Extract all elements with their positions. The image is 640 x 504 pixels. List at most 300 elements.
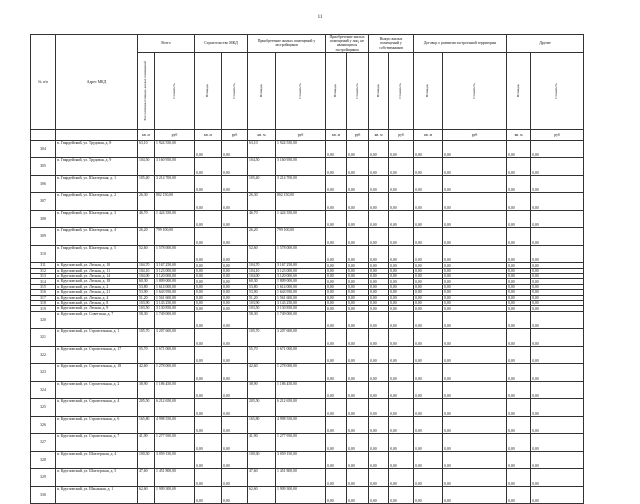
row-build-cost: 0,00 [222,279,248,284]
row-acqdev-area: 26,20 [248,228,276,246]
row-buyout-area: 0,00 [369,416,389,434]
row-number: 314 [31,279,56,284]
row-address: п. Гвардейский, ул. Шахтерская, д. 2 [56,193,138,211]
row-acqdev-cost: 1 277 950,00 [276,434,326,452]
row-build-area: 0,00 [195,290,222,295]
row-other-cost: 0,00 [531,210,584,228]
row-number: 309 [31,228,56,246]
row-build-cost: 0,00 [222,399,248,417]
row-acqnondev-cost: 0,00 [347,279,369,284]
row-other-area: 0,00 [507,140,531,158]
row-total-cost: 3 123 000,00 [155,268,195,273]
row-buyout-area: 0,00 [369,210,389,228]
row-acqnondev-area: 0,00 [326,210,347,228]
row-buyout-area: 0,00 [369,399,389,417]
row-acqnondev-area: 0,00 [326,486,347,504]
row-build-cost: 0,00 [222,140,248,158]
unit-area: кв. м [326,129,347,140]
row-devcontract-area: 0,00 [414,416,443,434]
table-row [31,434,584,452]
unit-area: кв. м [369,129,389,140]
row-build-area: 0,00 [195,346,222,364]
row-devcontract-cost: 0,00 [443,268,507,273]
row-total-area: 53,80 [138,284,155,289]
row-acqnondev-cost: 0,00 [347,451,369,469]
row-total-cost: 1 671 000,00 [155,346,195,364]
row-other-area: 0,00 [507,290,531,295]
row-total-cost: 3 120 000,00 [155,274,195,279]
row-acqnondev-cost: 0,00 [347,274,369,279]
row-number: 322 [31,346,56,364]
unit-area: кв. м [138,129,155,140]
row-total-cost: 799 100,00 [155,228,195,246]
row-acqdev-cost: 1 578 000,00 [276,245,326,263]
subheader-area: Площадь [258,84,263,98]
row-devcontract-area: 0,00 [414,301,443,306]
row-acqdev-area: 38,90 [248,381,276,399]
row-acqdev-cost: 3 207 600,00 [276,329,326,347]
row-build-cost: 0,00 [222,416,248,434]
row-build-cost: 0,00 [222,290,248,295]
row-acqnondev-area: 0,00 [326,290,347,295]
row-devcontract-area: 0,00 [414,245,443,263]
row-acqnondev-area: 0,00 [326,175,347,193]
row-address: п. Кругловский, ул. Строительная, д. 1 [56,329,138,347]
row-build-area: 0,00 [195,399,222,417]
row-address: п. Кругловский, ул. Лесная, д. 21 [56,290,138,295]
row-total-cost: 1 424 350,00 [155,210,195,228]
row-devcontract-cost: 0,00 [443,290,507,295]
row-address: п. Кругловский, ул. Лесная, д. 8 [56,301,138,306]
row-buyout-cost: 0,00 [389,290,414,295]
row-address: п. Гвардейский, ул. Шахтерская, д. 4 [56,228,138,246]
row-address: п. Кругловский, ул. Лесная, д. 4 [56,295,138,300]
row-devcontract-cost: 0,00 [443,175,507,193]
row-other-cost: 0,00 [531,274,584,279]
row-devcontract-area: 0,00 [414,469,443,487]
row-number: 315 [31,284,56,289]
row-buyout-cost: 0,00 [389,469,414,487]
unit-rub: руб [276,129,326,140]
row-other-cost: 0,00 [531,301,584,306]
row-other-cost: 0,00 [531,268,584,273]
subheader-cost: Стоимость [554,83,559,99]
header-acq-dev: Приобретение жилых помещений у застройщиков [248,35,326,53]
subheader-area: Площадь [515,84,520,98]
header-num: № п/п [31,35,56,130]
row-other-cost: 0,00 [531,434,584,452]
row-buyout-cost: 0,00 [389,301,414,306]
row-acqnondev-area: 0,00 [326,301,347,306]
row-other-area: 0,00 [507,311,531,329]
row-acqdev-area: 104,10 [248,268,276,273]
row-number: 321 [31,329,56,347]
table-row [31,486,584,504]
row-build-area: 0,00 [195,364,222,382]
row-acqdev-area: 42,60 [248,364,276,382]
row-buyout-cost: 0,00 [389,329,414,347]
row-buyout-area: 0,00 [369,329,389,347]
row-acqdev-cost: 799 100,00 [276,228,326,246]
row-buyout-area: 0,00 [369,228,389,246]
row-devcontract-cost: 0,00 [443,306,507,311]
row-build-cost: 0,00 [222,301,248,306]
table-row [31,451,584,469]
row-address: п. Кругловский, ул. Шахтерская, д. 5 [56,469,138,487]
row-acqnondev-cost: 0,00 [347,416,369,434]
row-build-area: 0,00 [195,158,222,176]
row-acqdev-cost: 1 749 000,00 [276,311,326,329]
row-number: 316 [31,290,56,295]
row-acqnondev-cost: 0,00 [347,290,369,295]
row-number: 328 [31,451,56,469]
unit-rub: руб [531,129,584,140]
row-acqdev-cost: 1 451 800,00 [276,469,326,487]
row-total-cost: 3 130 850,00 [155,306,195,311]
header-dev-contract: Договор о развитии застроенной территории [414,35,507,53]
row-other-cost: 0,00 [531,263,584,268]
row-number: 312 [31,268,56,273]
row-acqnondev-cost: 0,00 [347,245,369,263]
row-devcontract-area: 0,00 [414,228,443,246]
header-build: Строительство МКД [195,35,248,53]
row-devcontract-cost: 0,00 [443,399,507,417]
row-total-cost: 1 278 000,00 [155,364,195,382]
row-devcontract-cost: 0,00 [443,301,507,306]
row-acqnondev-cost: 0,00 [347,263,369,268]
subheader-cost: Стоимость [231,83,236,99]
row-devcontract-area: 0,00 [414,290,443,295]
row-other-cost: 0,00 [531,416,584,434]
row-acqdev-area: 62,60 [248,486,276,504]
row-acqnondev-area: 0,00 [326,346,347,364]
row-buyout-cost: 0,00 [389,274,414,279]
row-acqdev-cost: 6 212 650,00 [276,399,326,417]
row-devcontract-cost: 0,00 [443,193,507,211]
unit-area: кв. м [195,129,222,140]
row-acqnondev-area: 0,00 [326,381,347,399]
row-total-area: 165,80 [138,416,155,434]
row-build-cost: 0,00 [222,346,248,364]
subheader-cost: Стоимость [297,83,302,99]
row-devcontract-area: 0,00 [414,158,443,176]
row-buyout-cost: 0,00 [389,175,414,193]
row-other-area: 0,00 [507,399,531,417]
row-acqdev-cost: 1 614 000,00 [276,284,326,289]
row-acqdev-cost: 3 130 850,00 [276,306,326,311]
row-devcontract-cost: 0,00 [443,284,507,289]
row-total-area: 41,90 [138,434,155,452]
row-acqnondev-area: 0,00 [326,416,347,434]
row-devcontract-cost: 0,00 [443,279,507,284]
row-buyout-area: 0,00 [369,381,389,399]
row-buyout-cost: 0,00 [389,210,414,228]
row-acqdev-cost: 1 909 300,00 [276,486,326,504]
row-other-area: 0,00 [507,451,531,469]
row-number: 324 [31,381,56,399]
row-other-area: 0,00 [507,364,531,382]
row-total-cost: 4 998 550,00 [155,416,195,434]
row-devcontract-area: 0,00 [414,364,443,382]
row-total-area: 104,70 [138,263,155,268]
row-devcontract-area: 0,00 [414,486,443,504]
row-total-area: 105,70 [138,329,155,347]
row-total-cost: 3 214 700,00 [155,175,195,193]
row-other-cost: 0,00 [531,329,584,347]
row-buyout-cost: 0,00 [389,364,414,382]
row-total-cost: 6 212 650,00 [155,399,195,417]
row-other-area: 0,00 [507,346,531,364]
row-buyout-cost: 0,00 [389,451,414,469]
row-devcontract-cost: 0,00 [443,434,507,452]
row-acqnondev-cost: 0,00 [347,346,369,364]
row-address: п. Кругловский, ул. Советская, д. 7 [56,311,138,329]
row-devcontract-cost: 0,00 [443,228,507,246]
row-total-cost: 1 643 950,00 [155,290,195,295]
row-devcontract-area: 0,00 [414,263,443,268]
row-buyout-cost: 0,00 [389,279,414,284]
table-row [31,210,584,228]
row-devcontract-cost: 0,00 [443,486,507,504]
row-acqnondev-cost: 0,00 [347,381,369,399]
row-acqnondev-area: 0,00 [326,279,347,284]
row-acqdev-area: 205,50 [248,399,276,417]
row-total-area: 60,30 [138,279,155,284]
row-acqdev-cost: 4 998 550,00 [276,416,326,434]
row-acqnondev-area: 0,00 [326,284,347,289]
row-devcontract-area: 0,00 [414,346,443,364]
row-total-area: 46,70 [138,210,155,228]
row-other-area: 0,00 [507,228,531,246]
row-address: п. Кругловский, ул. Шахтерская, д. 4 [56,451,138,469]
row-buyout-cost: 0,00 [389,284,414,289]
row-other-area: 0,00 [507,158,531,176]
row-other-area: 0,00 [507,416,531,434]
row-number: 305 [31,158,56,176]
row-acqdev-area: 47,60 [248,469,276,487]
row-other-area: 0,00 [507,263,531,268]
row-address: п. Кругловский, ул. Лесная, д. 2 [56,284,138,289]
row-total-cost: 3 207 600,00 [155,329,195,347]
row-total-area: 55,70 [138,346,155,364]
header-acq-nondev: Приобретение жилых помещений у лиц, не являющихся застройщиком [326,35,369,53]
row-address: п. Кругловский, ул. Лесная, д. 10 [56,263,138,268]
row-buyout-area: 0,00 [369,284,389,289]
row-other-area: 0,00 [507,301,531,306]
row-other-cost: 0,00 [531,469,584,487]
row-acqdev-cost: 802 150,00 [276,193,326,211]
row-build-cost: 0,00 [222,245,248,263]
row-acqnondev-area: 0,00 [326,245,347,263]
row-buyout-area: 0,00 [369,263,389,268]
row-acqdev-area: 103,90 [248,301,276,306]
row-acqnondev-cost: 0,00 [347,399,369,417]
row-other-area: 0,00 [507,284,531,289]
unit-rub: руб [347,129,369,140]
row-total-area: 58,30 [138,311,155,329]
row-devcontract-area: 0,00 [414,329,443,347]
row-total-cost: 802 150,00 [155,193,195,211]
row-devcontract-area: 0,00 [414,210,443,228]
row-other-area: 0,00 [507,434,531,452]
row-total-area: 105,40 [138,175,155,193]
row-other-cost: 0,00 [531,279,584,284]
row-other-area: 0,00 [507,274,531,279]
row-acqdev-cost: 1 278 000,00 [276,364,326,382]
table-row [31,399,584,417]
row-buyout-cost: 0,00 [389,268,414,273]
row-build-cost: 0,00 [222,434,248,452]
row-buyout-cost: 0,00 [389,245,414,263]
row-acqnondev-area: 0,00 [326,263,347,268]
row-address: п. Кругловский, ул. Строительная, д. 7 [56,434,138,452]
row-total-cost: 1 186 450,00 [155,381,195,399]
row-number: 326 [31,416,56,434]
row-other-area: 0,00 [507,268,531,273]
row-address: п. Гвардейский, ул. Шахтерская, д. 5 [56,245,138,263]
subheader-cost: Стоимость [171,83,176,99]
row-devcontract-cost: 0,00 [443,346,507,364]
header-total: Всего [138,35,195,53]
row-build-cost: 0,00 [222,210,248,228]
row-devcontract-cost: 0,00 [443,416,507,434]
row-buyout-area: 0,00 [369,346,389,364]
row-number: 307 [31,193,56,211]
row-acqdev-cost: 1 561 600,00 [276,295,326,300]
row-acqnondev-area: 0,00 [326,469,347,487]
row-address: п. Кругловский, ул. Строительная, д. 6 [56,416,138,434]
row-buyout-area: 0,00 [369,290,389,295]
row-address: п. Кругловский, ул. Лесная, д. 9 [56,306,138,311]
row-buyout-cost: 0,00 [389,306,414,311]
row-buyout-cost: 0,00 [389,486,414,504]
row-number: 313 [31,274,56,279]
unit-area: кв. м [414,129,443,140]
row-build-area: 0,00 [195,268,222,273]
row-other-area: 0,00 [507,381,531,399]
row-buyout-area: 0,00 [369,274,389,279]
row-acqnondev-area: 0,00 [326,140,347,158]
row-acqdev-cost: 1 186 450,00 [276,381,326,399]
row-other-cost: 0,00 [531,311,584,329]
row-acqnondev-area: 0,00 [326,364,347,382]
row-other-area: 0,00 [507,210,531,228]
row-other-cost: 0,00 [531,306,584,311]
row-buyout-area: 0,00 [369,301,389,306]
row-build-area: 0,00 [195,434,222,452]
row-total-cost: 3 143 250,00 [155,301,195,306]
row-number: 329 [31,469,56,487]
row-build-cost: 0,00 [222,228,248,246]
subheader-cost: Стоимость [398,83,403,99]
row-build-cost: 0,00 [222,329,248,347]
row-build-area: 0,00 [195,311,222,329]
row-acqnondev-area: 0,00 [326,158,347,176]
row-acqdev-area: 103,50 [248,306,276,311]
table-row [31,175,584,193]
row-acqnondev-cost: 0,00 [347,193,369,211]
row-acqnondev-area: 0,00 [326,451,347,469]
row-devcontract-area: 0,00 [414,274,443,279]
row-build-area: 0,00 [195,263,222,268]
row-devcontract-cost: 0,00 [443,381,507,399]
row-other-area: 0,00 [507,306,531,311]
row-build-area: 0,00 [195,274,222,279]
row-acqdev-cost: 1 671 000,00 [276,346,326,364]
row-devcontract-area: 0,00 [414,311,443,329]
row-address: п. Кругловский, ул. Строительная, д. 4 [56,399,138,417]
row-acqdev-area: 26,30 [248,193,276,211]
row-devcontract-cost: 0,00 [443,295,507,300]
row-acqdev-cost: 3 059 150,00 [276,451,326,469]
header-other: Другие [507,35,584,53]
row-acqnondev-cost: 0,00 [347,268,369,273]
unit-rub: руб [443,129,507,140]
row-acqnondev-area: 0,00 [326,399,347,417]
row-buyout-area: 0,00 [369,486,389,504]
unit-rub: руб [222,129,248,140]
row-devcontract-area: 0,00 [414,175,443,193]
row-acqdev-cost: 3 120 000,00 [276,274,326,279]
row-buyout-cost: 0,00 [389,399,414,417]
subheader-area: Площадь [333,84,338,98]
row-total-area: 26,30 [138,193,155,211]
row-acqnondev-area: 0,00 [326,295,347,300]
row-devcontract-cost: 0,00 [443,245,507,263]
table-row [31,416,584,434]
row-acqnondev-cost: 0,00 [347,434,369,452]
row-acqdev-area: 52,60 [248,245,276,263]
row-build-cost: 0,00 [222,263,248,268]
row-acqdev-cost: 3 123 000,00 [276,268,326,273]
row-acqnondev-cost: 0,00 [347,140,369,158]
row-acqnondev-cost: 0,00 [347,364,369,382]
row-other-area: 0,00 [507,193,531,211]
row-acqdev-cost: 3 143 250,00 [276,301,326,306]
row-address: п. Кругловский, ул. Лесная, д. 14 [56,274,138,279]
row-acqnondev-area: 0,00 [326,228,347,246]
page-number: 11 [317,15,323,20]
row-build-cost: 0,00 [222,274,248,279]
row-other-area: 0,00 [507,486,531,504]
row-acqnondev-cost: 0,00 [347,210,369,228]
row-other-cost: 0,00 [531,284,584,289]
row-total-area: 104,50 [138,158,155,176]
row-total-area: 38,90 [138,381,155,399]
row-total-area: 47,60 [138,469,155,487]
row-build-area: 0,00 [195,306,222,311]
row-build-area: 0,00 [195,193,222,211]
row-acqdev-cost: 1 809 000,00 [276,279,326,284]
row-total-area: 103,50 [138,306,155,311]
unit-rub: руб [389,129,414,140]
row-address: п. Кругловский, ул. Строительная, д. 2 [56,381,138,399]
row-acqdev-area: 105,40 [248,175,276,193]
row-devcontract-area: 0,00 [414,295,443,300]
row-acqnondev-area: 0,00 [326,274,347,279]
row-build-cost: 0,00 [222,364,248,382]
row-acqnondev-area: 0,00 [326,329,347,347]
row-number: 310 [31,245,56,263]
row-buyout-area: 0,00 [369,364,389,382]
row-acqdev-area: 58,30 [248,311,276,329]
row-number: 319 [31,306,56,311]
row-total-cost: 1 578 000,00 [155,245,195,263]
row-devcontract-cost: 0,00 [443,263,507,268]
row-buyout-cost: 0,00 [389,346,414,364]
row-acqdev-cost: 3 160 950,00 [276,158,326,176]
row-devcontract-cost: 0,00 [443,210,507,228]
